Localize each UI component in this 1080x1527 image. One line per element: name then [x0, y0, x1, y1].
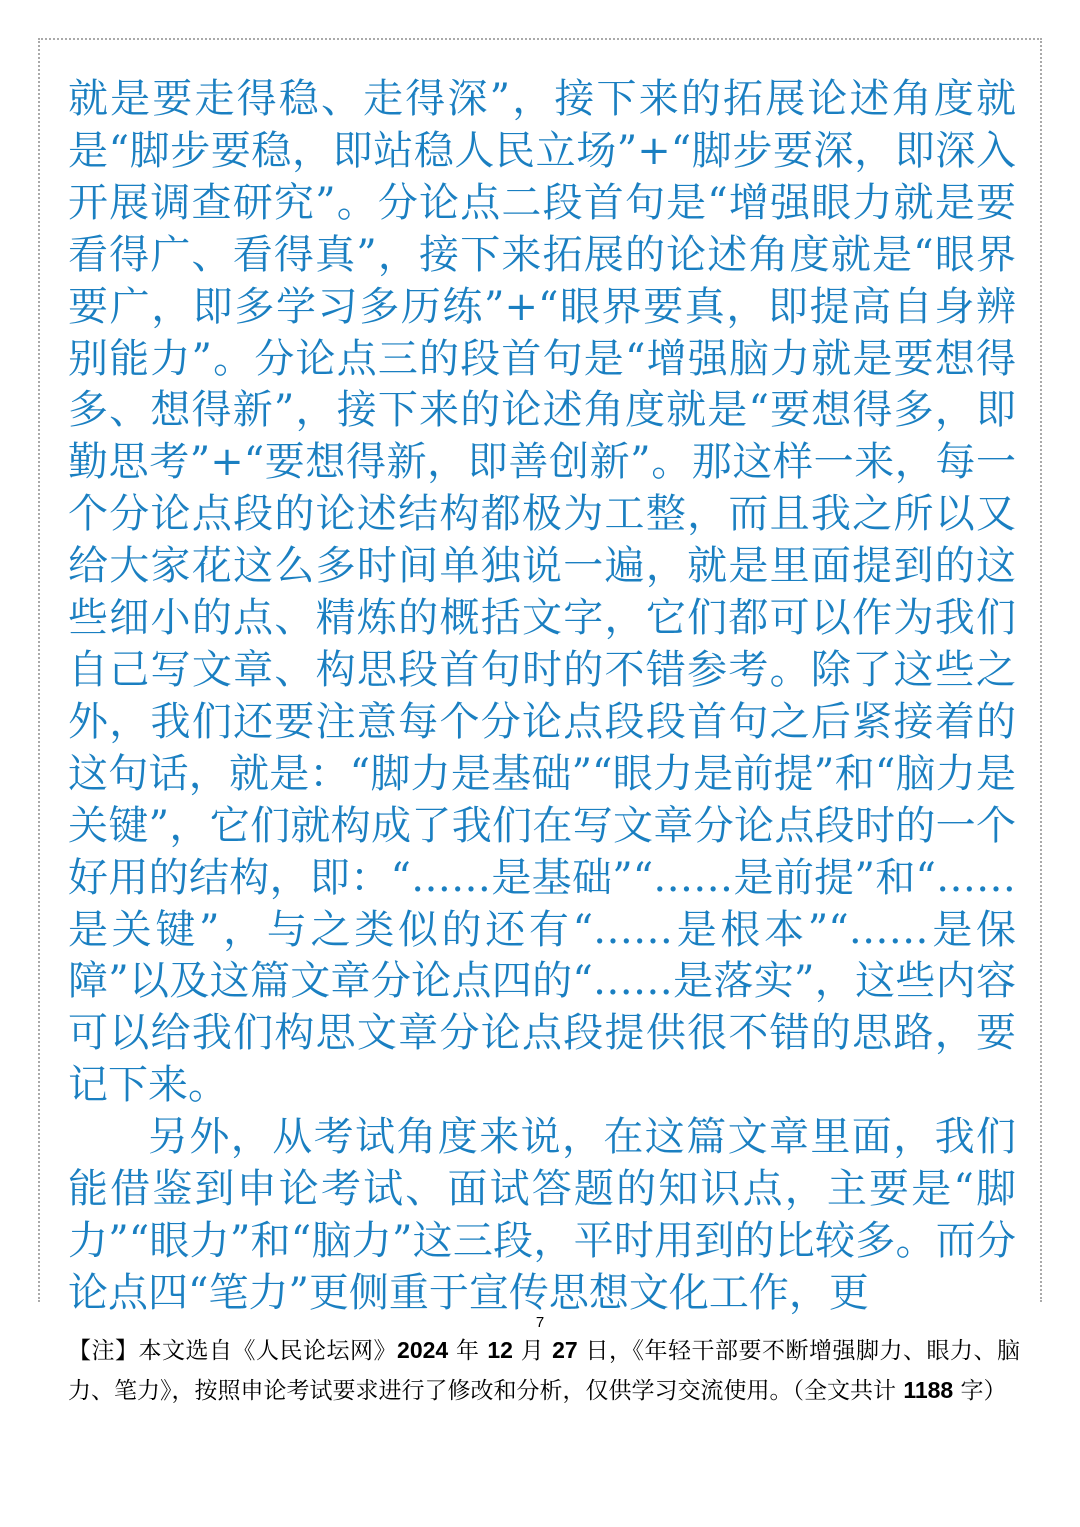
footnote-count: 1188 — [903, 1376, 954, 1403]
footnote-year: 2024 — [397, 1337, 449, 1363]
page-number: 7 — [535, 1314, 545, 1331]
footnote-day: 27 — [552, 1337, 578, 1363]
paragraph-2: 另外，从考试角度来说，在这篇文章里面，我们能借鉴到申论考试、面试答题的知识点，主要是“脚力”“眼力”和“脑力”这三段，平时用到的比较多。而分论点四“笔力”更侧重于宣传思想文化工作，更 — [68, 1114, 1016, 1316]
footnote-suffix: 字） — [953, 1377, 1007, 1404]
footnote — [68, 1331, 1020, 1410]
paragraph-1: 就是要走得稳、走得深”，接下来的拓展论述角度就是“脚步要稳，即站稳人民立场”+“脚步要深，即深入开展调查研究”。分论点二段首句是“增强眼力就是要看得广、看得真”，接下来拓展的论述角度就是“眼界要广，即多学习多历练”+“眼界要真，即提高自身辨别能力”。分论点三的段首句是“增强脑力就是要想得多、想得新”，接下来的论述角度就是“要想得多，即勤思考”+“要想得新，即善创新”。那这样一来，每一个分论点段的论述结构都极为工整，而且我之所以又给大家花这么多时间单独说一遍，就是里面提到的这些细小的点、精炼的概括文字，它们都可以作为我们自己写文章、构思段首句时的不错参考。除了这些之外，我们还要注意每个分论点段段首句之后紧接着的这句话，就是：“脚力是基础”“眼力是前提”和“脑力是关键”，它们就构成了我们在写文章分论点段时的一个好用的结构，即：“……是基础”“……是前提”和“……是关键”，与之类似的还有“……是根本”“……是保障”以及这篇文章分论点四的“……是落实”，这些内容可以给我们构思文章分论点段提供很不错的思路，要记下来。 — [68, 76, 1016, 1109]
article-body — [68, 74, 1016, 1320]
footnote-prefix: 【注】本文选自《人民论坛网》 — [68, 1338, 398, 1364]
footnote-month: 12 — [487, 1337, 513, 1363]
footnote-year-unit: 年 — [448, 1338, 488, 1364]
footnote-month-unit: 月 — [512, 1338, 553, 1364]
footnote-mid: 日，《年轻干部要不断增强脚力、眼力、脑力、笔力》，按照申论考试要求进行了修改和分析，仅供学习交流使用。（全文共计 — [68, 1338, 1021, 1404]
